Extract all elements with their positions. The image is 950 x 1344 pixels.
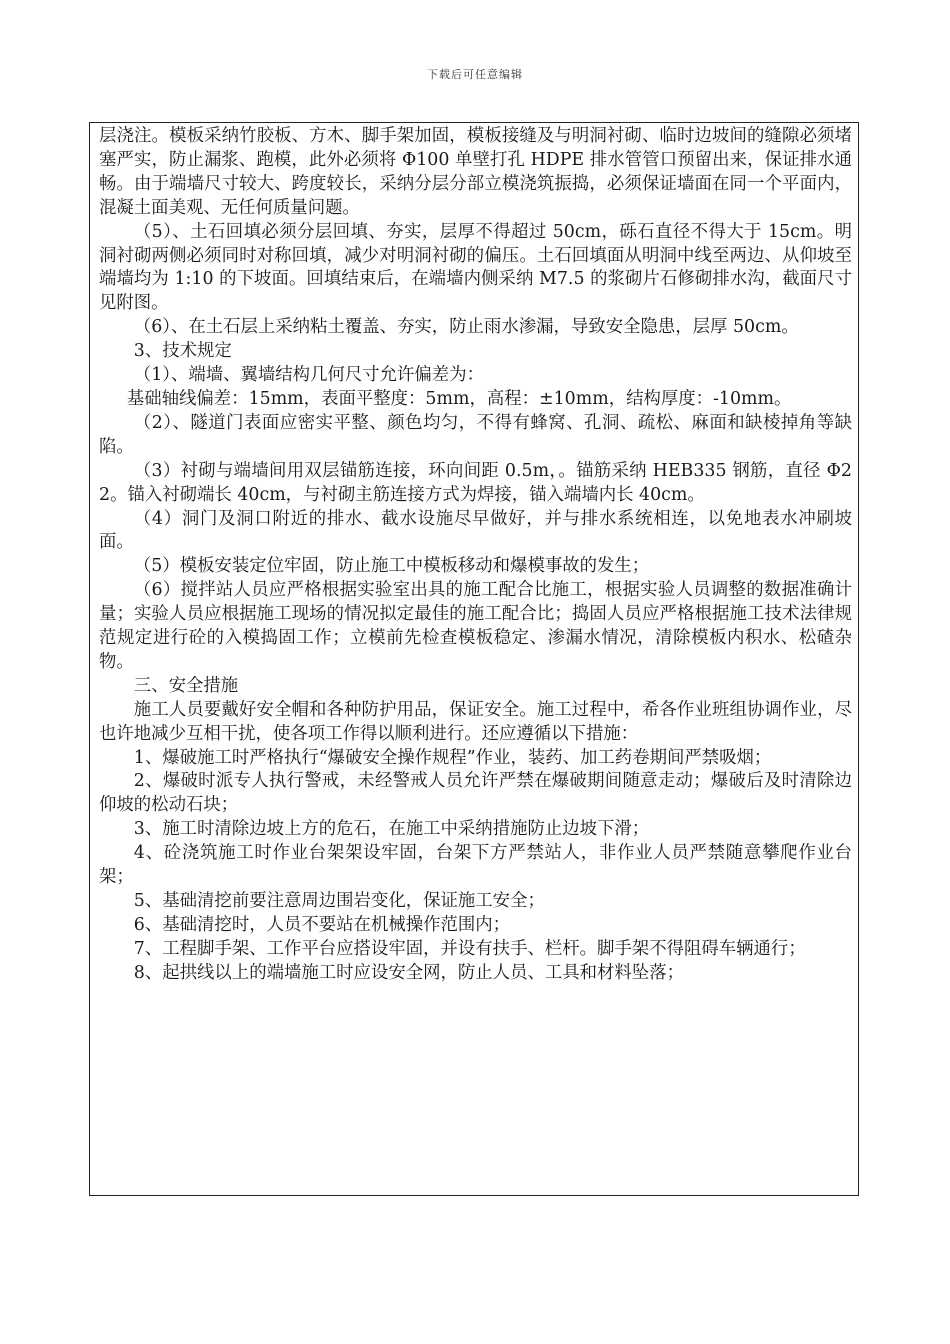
- paragraph-clay-cover: （6）、在土石层上采纳粘土覆盖、夯实，防止雨水渗漏，导致安全隐患，层厚 50cm。: [133, 317, 799, 338]
- section-heading-safety: 三、安全措施: [133, 675, 239, 696]
- safety-item-2: 2、爆破时派专人执行警戒，未经警戒人员允许严禁在爆破期间随意走动；爆破后及时清除边仰坡的松动石块；: [99, 771, 852, 816]
- paragraph-mixing-station: （6）搅拌站人员应严格根据实验室出具的施工配合比施工，根据实验人员调整的数据准确计量；实验人员应根据施工现场的情况拟定最佳的施工配合比；捣固人员应严格根据施工技术法律规范规定进行砼的入模捣固工作；立模前先检查模板稳定、渗漏水情况，清除模板内积水、松碴杂物。: [99, 580, 852, 672]
- paragraph-tolerance-values: 基础轴线偏差：15mm，表面平整度：5mm，高程：±10mm，结构厚度：-10mm。: [126, 388, 792, 409]
- safety-item-6: 6、基础清挖时，人员不要站在机械操作范围内；: [133, 914, 511, 935]
- paragraph-formwork: 层浇注。模板采纳竹胶板、方木、脚手架加固，模板接缝及与明洞衬砌、临时边坡间的缝隙必须堵塞严实，防止漏浆、跑模，此外必须将 Φ100 单壁打孔 HDPE 排水管管口预留出来，保证排水通畅。由于端墙尺寸较大、跨度较长，采纳分层分部立模浇筑振捣，必须保证墙面在同一个平面内，混凝土面美观、无任何质量问题。: [99, 126, 852, 218]
- paragraph-anchor-bars: （3）衬砌与端墙间用双层锚筋连接，环向间距 0.5m，。锚筋采纳 HEB335 钢筋，直径 Φ22。锚入衬砌端长 40cm，与衬砌主筋连接方式为焊接，锚入端墙内长 40cm。: [99, 460, 852, 505]
- safety-item-4: 4、砼浇筑施工时作业台架架设牢固，台架下方严禁站人，非作业人员严禁随意攀爬作业台架；: [99, 843, 852, 888]
- paragraph-drainage: （4）洞门及洞口附近的排水、截水设施尽早做好，并与排水系统相连，以免地表水冲刷坡面。: [99, 508, 852, 553]
- paragraph-backfill: （5）、土石回填必须分层回填、夯实，层厚不得超过 50cm，砾石直径不得大于 15cm。明洞衬砌两侧必须同时对称回填，减少对明洞衬砌的偏压。土石回填面从明洞中线至两边、从仰坡至端墙均为 1:10 的下坡面。回填结束后，在端墙内侧采纳 M7.5 的浆砌片石修砌排水沟，截面尺寸见附图。: [99, 221, 852, 314]
- safety-item-3: 3、施工时清除边坡上方的危石，在施工中采纳措施防止边坡下滑；: [133, 819, 650, 840]
- safety-item-1: 1、爆破施工时严格执行“爆破安全操作规程”作业，装药、加工药卷期间严禁吸烟；: [133, 747, 772, 768]
- safety-item-7: 7、工程脚手架、工作平台应搭设牢固，并设有扶手、栏杆。脚手架不得阻碍车辆通行；: [133, 938, 806, 959]
- paragraph-formwork-install: （5）模板安装定位牢固，防止施工中模板移动和爆模事故的发生；: [133, 556, 650, 577]
- paragraph-surface-quality: （2）、隧道门表面应密实平整、颜色均匀，不得有蜂窝、孔洞、疏松、麻面和缺棱掉角等缺陷。: [99, 412, 852, 457]
- safety-item-8: 8、起拱线以上的端墙施工时应设安全网，防止人员、工具和材料坠落；: [133, 962, 684, 983]
- safety-item-5: 5、基础清挖前要注意周边围岩变化，保证施工安全；: [133, 891, 545, 911]
- paragraph-tolerance-title: （1）、端墙、翼墙结构几何尺寸允许偏差为：: [133, 365, 484, 386]
- page-header: 下载后可任意编辑: [427, 68, 523, 81]
- section-heading-tech-specs: 3、技术规定: [133, 341, 232, 362]
- paragraph-safety-intro: 施工人员要戴好安全帽和各种防护用品，保证安全。施工过程中，希各作业班组协调作业，尽也许地减少互相干扰，使各项工作得以顺利进行。还应遵循以下措施：: [99, 699, 852, 744]
- content-box: [89, 122, 859, 1196]
